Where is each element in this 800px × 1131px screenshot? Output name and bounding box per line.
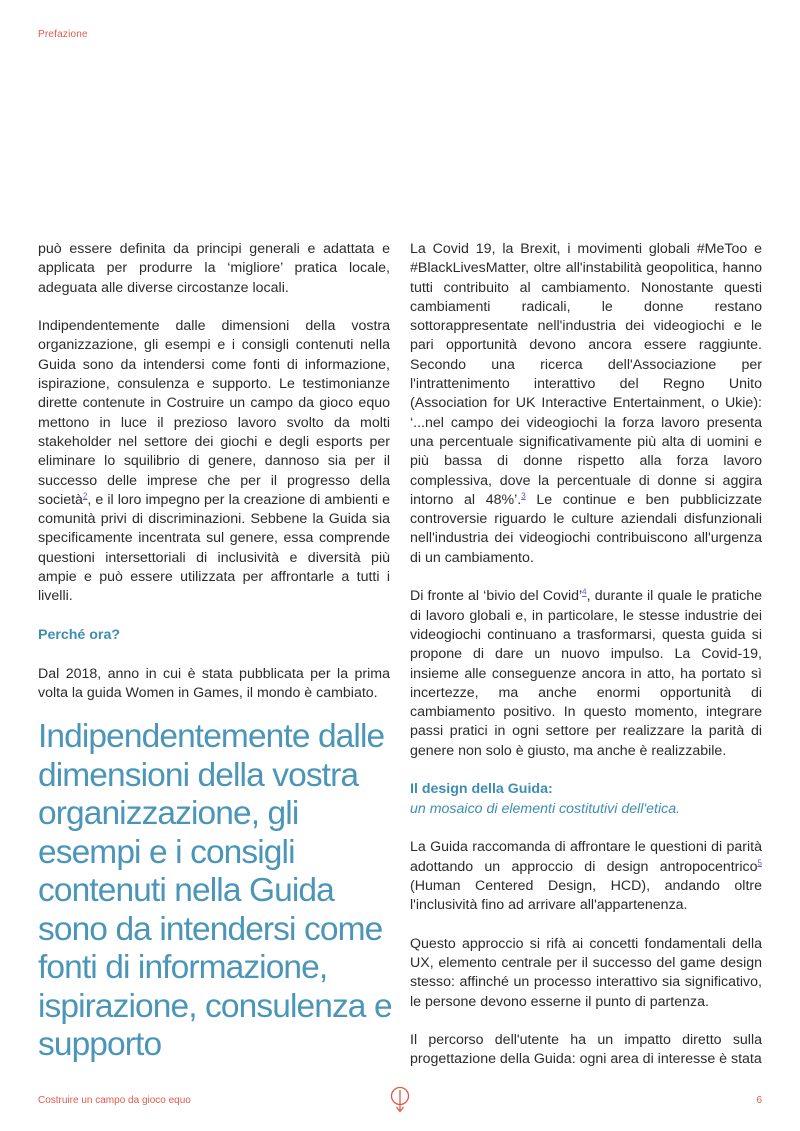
footnote-ref-4[interactable]: 4	[582, 587, 587, 597]
footnote-ref-2[interactable]: 2	[82, 491, 88, 501]
right-paragraph-2: Di fronte al ‘bivio del Covid’$^4$, durante il quale le pratiche di lavoro globali e, in particolare, le stesse industrie dei videogiochi continuano a trasformarsi, questa guida si propone di dare un nuovo impulso. La Covid-19, insieme alle conseguenze ancora in atto, ha portato sì incertezze, ma anche enormi opportunità di cambiamento positivo. In questo momento, integrare passi pratici in ogni settore per realizzare la parità di genere non solo è giusto, ma anche è realizzabile.	[410, 587, 762, 759]
running-header: Prefazione	[38, 29, 88, 40]
right-column	[410, 240, 762, 1070]
left-paragraph-2: Indipendentemente dalle dimensioni della vostra organizzazione, gli esempi e i consigli contenuti nella Guida sono da intendersi come fonti di informazione, ispirazione, consulenza e supporto. Le testimonianze dirette contenute in Costruire un campo da gioco equo mettono in luce il prezioso lavoro svolto da molti stakeholder nel settore dei giochi e degli esports per eliminare lo squilibrio di genere, dannoso sia per il successo delle imprese che per il progresso della società$^2$, e il loro impegno per la creazione di ambienti e comunità privi di discriminazioni. Sebbene la Guida sia specificamente incentrata sul genere, essa comprende questioni intersettoriali di inclusività e diversità più ampie e può essere utilizzata per affrontarle a tutti i livelli.	[38, 318, 390, 605]
right-paragraph-4: Questo approccio si rifà ai concetti fondamentali della UX, elemento centrale per il successo del game design stesso: affinché un processo interattivo sia significativo, le persone devono esserne il punto di partenza.	[410, 935, 762, 1010]
heading-why-now: Perché ora?	[38, 626, 121, 643]
right-paragraph-1: La Covid 19, la Brexit, i movimenti globali #MeToo e #BlackLivesMatter, oltre all'instabilità geopolitica, hanno tutti contribuito al cambiamento. Nonostante questi cambiamenti radicali, le donne restano sottorappresentate nell'industria dei videogiochi e le pari opportunità devono ancora essere raggiunte. Secondo una ricerca dell'Associazione per l'intrattenimento interattivo del Regno Unito (Association for UK Interactive Entertainment, o Ukie): ‘...nel campo dei videogiochi la forza lavoro presenta una percentuale significativamente più alta di uomini e più bassa di donne rispetto alla forza lavoro complessiva, dove la percentuale di donne si aggira intorno al 48%’.$^3$ Le continue e ben pubblicizzate controversie riguardo le culture aziendali disfunzionali nell'industria dei videogiochi contribuiscono all'urgenza di un cambiamento.	[410, 241, 762, 566]
left-column	[38, 240, 390, 703]
footnote-ref-5[interactable]: 5	[757, 857, 762, 867]
footer-title: Costruire un campo da gioco equo	[38, 1095, 191, 1106]
pin-arrow-logo-icon	[388, 1086, 412, 1116]
heading-design-block	[410, 780, 762, 819]
left-paragraph-3: Dal 2018, anno in cui è stata pubblicata per la prima volta la guida Women in Games, il mondo è cambiato.	[38, 665, 390, 701]
heading-design-subtitle: un mosaico di elementi costitutivi dell'etica.	[410, 800, 681, 817]
left-paragraph-1: può essere definita da principi generali e adattata e applicata per produrre la ‘migliore’ pratica locale, adeguata alle diverse circostanze locali.	[38, 241, 390, 296]
footnote-ref-3[interactable]: 3	[521, 491, 526, 501]
right-paragraph-5: Il percorso dell'utente ha un impatto diretto sulla progettazione della Guida: ogni area di interesse è stata	[410, 1032, 762, 1068]
pull-quote: Indipendentemente dalle dimensioni della vostra organizzazione, gli esempi e i consigli contenuti nella Guida sono da intendersi come fonti di informazione, ispirazione, consulenza e supporto	[38, 718, 392, 1063]
right-paragraph-3: La Guida raccomanda di affrontare le questioni di parità adottando un approccio di design antropocentrico$^5$ (Human Centered Design, HCD), andando oltre l'inclusività fino ad arrivare all'appartenenza.	[410, 839, 762, 914]
heading-design: Il design della Guida:	[410, 781, 553, 798]
page-number: 6	[756, 1095, 762, 1106]
